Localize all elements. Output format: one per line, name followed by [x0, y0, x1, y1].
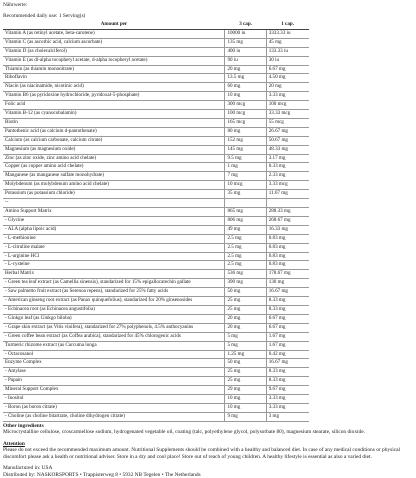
amount-1-cap-cell: 3333.33 iu: [266, 29, 309, 38]
table-row: [3, 145, 309, 154]
nutrient-name-cell: - Octacosanol: [3, 350, 225, 359]
amount-1-cap-cell: 3.17 mg: [266, 154, 309, 163]
amount-1-cap-cell: 0.42 mg: [266, 350, 309, 359]
amount-1-cap-cell: 130 mg: [266, 279, 309, 288]
nutrient-name-cell: - L-arginine HCl: [3, 252, 225, 261]
nutrient-name-cell: Calcium (as calcium carbonate, calcium citrate): [3, 136, 225, 145]
amount-1-cap-cell: 100 mcg: [266, 101, 309, 110]
amount-1-cap-cell: 3 mg: [266, 412, 309, 421]
amount-3-cap-cell: 9 mg: [225, 412, 266, 421]
amount-3-cap-cell: 25 mg: [225, 305, 266, 314]
amount-1-cap-cell: 268.67 mg: [266, 216, 309, 225]
amount-1-cap-cell: 16.33 mg: [266, 225, 309, 234]
amount-3-cap-cell: 50 mg: [225, 359, 266, 368]
table-row: [3, 136, 309, 145]
amount-1-cap-cell: 0.83 mg: [266, 252, 309, 261]
table-row: [3, 208, 309, 217]
nutrient-name-cell: Vitamin C (as ascorbic acid, calcium ascorbate): [3, 38, 225, 47]
table-row: [3, 163, 309, 172]
table-row: [3, 314, 309, 323]
table-row: [3, 288, 309, 297]
amount-1-cap-cell: 1.67 mg: [266, 332, 309, 341]
table-row: [3, 101, 309, 110]
table-row: [3, 74, 309, 83]
table-row: [3, 29, 309, 38]
table-row: [3, 199, 309, 208]
amount-1-cap-cell: 8.33 mg: [266, 305, 309, 314]
column-header-3-cap: 3 cap.: [225, 21, 266, 29]
nutrient-name-cell: - Green coffee bean extract (as Coffea arabica), standarized for 45% chlorogenic acids: [3, 332, 225, 341]
table-row: [3, 297, 309, 306]
table-row: [3, 279, 309, 288]
amount-3-cap-cell: 10 mg: [225, 403, 266, 412]
amount-3-cap-cell: 100 mcg: [225, 110, 266, 119]
amount-1-cap-cell: 3.33 mcg: [266, 181, 309, 190]
nutrient-name-cell: Thiamin (as thiamin mononitrate): [3, 65, 225, 74]
column-header-1-cap: 1 cap.: [266, 21, 309, 29]
amount-1-cap-cell: 0.83 mg: [266, 234, 309, 243]
nutrition-table: [3, 21, 309, 422]
table-row: [3, 225, 309, 234]
amount-1-cap-cell: 0.83 mg: [266, 261, 309, 270]
amount-1-cap-cell: 20 mg: [266, 83, 309, 92]
table-row: [3, 341, 309, 350]
table-row: [3, 83, 309, 92]
amount-3-cap-cell: 135 mg: [225, 38, 266, 47]
amount-1-cap-cell: 8.33 mg: [266, 297, 309, 306]
nutrient-name-cell: - L-cysteine: [3, 261, 225, 270]
nutrient-name-cell: Riboflavin: [3, 74, 225, 83]
table-header-row: [3, 21, 309, 29]
table-row: [3, 65, 309, 74]
amount-3-cap-cell: 10000 iu: [225, 29, 266, 38]
amount-1-cap-cell: 6.67 mg: [266, 65, 309, 74]
nutrient-name-cell: Vitamin E (as dl-alpha tocopheryl acetate, d-alpha tocopheryl acetate): [3, 56, 225, 65]
amount-3-cap-cell: 7 mg: [225, 172, 266, 181]
nutrient-name-cell: Vitamin B-12 (as cyanocobalamin): [3, 110, 225, 119]
table-row: [3, 368, 309, 377]
table-row: [3, 154, 309, 163]
amount-1-cap-cell: [266, 199, 309, 208]
page-title: Nährwerte:: [3, 2, 28, 8]
amount-3-cap-cell: 145 mg: [225, 145, 266, 154]
amount-3-cap-cell: 152 mg: [225, 136, 266, 145]
nutrient-name-cell: - Green tea leaf extract (as Camellia sinensis), standarized for 15% epigallocatechin gallate: [3, 279, 225, 288]
amount-1-cap-cell: 288.33 mg: [266, 208, 309, 217]
amount-3-cap-cell: 13.5 mg: [225, 74, 266, 83]
amount-3-cap-cell: 20 mg: [225, 65, 266, 74]
table-row: [3, 243, 309, 252]
table-row: [3, 181, 309, 190]
nutrient-name-cell: Magnesium (as magnesium oxide): [3, 145, 225, 154]
recommended-use: Recommended daily use: 1 Serving(s): [3, 13, 86, 20]
table-row: [3, 305, 309, 314]
table-row: [3, 386, 309, 395]
table-row: [3, 270, 309, 279]
nutrient-name-cell: Manganese (as manganese sulfate monohydrate): [3, 172, 225, 181]
amount-3-cap-cell: 80 mg: [225, 127, 266, 136]
table-row: [3, 234, 309, 243]
nutrient-name-cell: - Choline (as choline bitartrate, choline dihydrogen citrate): [3, 412, 225, 421]
nutrient-name-cell: Mineral Support Complex: [3, 386, 225, 395]
amount-3-cap-cell: 60 mg: [225, 83, 266, 92]
amount-3-cap-cell: 35 mg: [225, 190, 266, 199]
amount-1-cap-cell: 8.33 mg: [266, 377, 309, 386]
amount-3-cap-cell: [225, 199, 266, 208]
amount-3-cap-cell: 390 mg: [225, 279, 266, 288]
nutrition-table-body: [3, 29, 309, 421]
amount-3-cap-cell: 2.5 mg: [225, 243, 266, 252]
column-header-amount-per: Amount per: [3, 21, 225, 29]
table-row: [3, 172, 309, 181]
nutrient-name-cell: --: [3, 199, 225, 208]
nutrient-name-cell: - Inositol: [3, 395, 225, 404]
table-row: [3, 332, 309, 341]
amount-1-cap-cell: 50.67 mg: [266, 136, 309, 145]
amount-3-cap-cell: 536 mg: [225, 270, 266, 279]
distributed-by: Distributed by: NASKORSPORTS • Trappisterweg 8 • 5932 NB Tegelen • The Netherlands: [3, 471, 201, 478]
amount-1-cap-cell: 3.33 mg: [266, 92, 309, 101]
nutrient-name-cell: Herbal Matrix: [3, 270, 225, 279]
nutrient-name-cell: Vitamin B6 (as pyridoxine hydrochloride, pyridoxal-5-phosphate): [3, 92, 225, 101]
nutrient-name-cell: - L-citruline malate: [3, 243, 225, 252]
table-row: [3, 110, 309, 119]
nutrient-name-cell: - Echinacea root (as Echinacea angustifolia): [3, 305, 225, 314]
table-row: [3, 395, 309, 404]
nutrient-name-cell: - Ginkgo leaf (as Ginkgo biloba): [3, 314, 225, 323]
amount-3-cap-cell: 2.5 mg: [225, 261, 266, 270]
table-row: [3, 47, 309, 56]
amount-3-cap-cell: 10 mg: [225, 92, 266, 101]
amount-1-cap-cell: 2.33 mg: [266, 172, 309, 181]
table-row: [3, 350, 309, 359]
amount-1-cap-cell: 3.33 mg: [266, 403, 309, 412]
nutrient-name-cell: Enzyme Complex: [3, 359, 225, 368]
nutrient-name-cell: Niacin (as niacinamide, nicotinic acid): [3, 83, 225, 92]
amount-3-cap-cell: 25 mg: [225, 377, 266, 386]
amount-3-cap-cell: 865 mg: [225, 208, 266, 217]
nutrient-name-cell: - Glycine: [3, 216, 225, 225]
table-row: [3, 56, 309, 65]
nutrient-name-cell: - Amylase: [3, 368, 225, 377]
table-row: [3, 412, 309, 421]
amount-3-cap-cell: 9.5 mg: [225, 154, 266, 163]
nutrient-name-cell: - Boron (as boron citrate): [3, 403, 225, 412]
table-row: [3, 359, 309, 368]
table-row: [3, 216, 309, 225]
amount-1-cap-cell: 0.33 mg: [266, 163, 309, 172]
nutrient-name-cell: Folic acid: [3, 101, 225, 110]
amount-3-cap-cell: 165 mcg: [225, 118, 266, 127]
table-row: [3, 118, 309, 127]
amount-1-cap-cell: 6.67 mg: [266, 323, 309, 332]
amount-1-cap-cell: 4.50 mg: [266, 74, 309, 83]
amount-3-cap-cell: 2.5 mg: [225, 252, 266, 261]
nutrient-name-cell: - Grape skin extract (as Vitis vinifera), standarized for 27% polyphenols, 4.5% anthocyanins: [3, 323, 225, 332]
amount-1-cap-cell: 55 mcg: [266, 118, 309, 127]
table-row: [3, 190, 309, 199]
table-row: [3, 38, 309, 47]
amount-3-cap-cell: 20 mg: [225, 314, 266, 323]
amount-3-cap-cell: 2.5 mg: [225, 234, 266, 243]
amount-3-cap-cell: 5 mg: [225, 332, 266, 341]
amount-3-cap-cell: 20 mg: [225, 323, 266, 332]
other-ingredients-text: Microcrystalline cellulose, croscarmellose sodium, hydrogenated vegetable oil, coating (talc, polyethylene glycol, polysorbate 80), magnesium stearate, silicon dioxide.: [3, 429, 365, 436]
nutrient-name-cell: Vitamin D (as cholecalciferol): [3, 47, 225, 56]
nutrient-name-cell: Amino Support Matrix: [3, 208, 225, 217]
amount-1-cap-cell: 48.33 mg: [266, 145, 309, 154]
nutrient-name-cell: Pantothenic acid (as calcium d-pantothenate): [3, 127, 225, 136]
nutrient-name-cell: - L-methionine: [3, 234, 225, 243]
amount-3-cap-cell: 5 mg: [225, 341, 266, 350]
amount-1-cap-cell: 178.67 mg: [266, 270, 309, 279]
attention-text: Please do not exceed the recommended maximum amount. Nutritional Supplements should be combined with a healthy and balanced diet. In case of any medical conditions or physical discomfort please ask a health or nutritional adviser. Store in a dry and cool place! Store out of reach of young children. A healthy lifestyle is essential as also a varied diet.: [3, 447, 401, 460]
nutrient-name-cell: - ALA (alpha lipoic acid): [3, 225, 225, 234]
amount-3-cap-cell: 300 mcg: [225, 101, 266, 110]
amount-3-cap-cell: 90 iu: [225, 56, 266, 65]
nutrient-name-cell: - Saw palmetto fruit extract (as Serenoa repens), standarized for 25% fatty acids: [3, 288, 225, 297]
amount-3-cap-cell: 400 iu: [225, 47, 266, 56]
amount-3-cap-cell: 1.25 mg: [225, 350, 266, 359]
amount-1-cap-cell: 3.33 mg: [266, 395, 309, 404]
amount-1-cap-cell: 45 mg: [266, 38, 309, 47]
table-row: [3, 252, 309, 261]
amount-1-cap-cell: 16.67 mg: [266, 359, 309, 368]
amount-1-cap-cell: 30 iu: [266, 56, 309, 65]
nutrient-name-cell: Vitamin A (as retinyl acetate, beta-carotene): [3, 29, 225, 38]
amount-3-cap-cell: 25 mg: [225, 297, 266, 306]
amount-1-cap-cell: 16.67 mg: [266, 288, 309, 297]
amount-1-cap-cell: 33.33 mcg: [266, 110, 309, 119]
other-ingredients-heading: Other ingredients: [3, 422, 44, 429]
amount-1-cap-cell: 26.67 mg: [266, 127, 309, 136]
nutrient-name-cell: Copper (as copper amino acid chelate): [3, 163, 225, 172]
amount-1-cap-cell: 133.33 iu: [266, 47, 309, 56]
nutrient-name-cell: - Papain: [3, 377, 225, 386]
table-row: [3, 377, 309, 386]
amount-3-cap-cell: 50 mg: [225, 288, 266, 297]
nutrient-name-cell: Potassium (as potassium chloride): [3, 190, 225, 199]
table-row: [3, 127, 309, 136]
amount-3-cap-cell: 1 mg: [225, 163, 266, 172]
nutrient-name-cell: Biotin: [3, 118, 225, 127]
table-row: [3, 261, 309, 270]
nutrient-name-cell: Molybdenum (as molybdenum amino acid chelate): [3, 181, 225, 190]
amount-1-cap-cell: 6.67 mg: [266, 314, 309, 323]
manufactured-in: Manufactured in: USA: [3, 465, 53, 472]
amount-3-cap-cell: 49 mg: [225, 225, 266, 234]
amount-3-cap-cell: 10 mcg: [225, 181, 266, 190]
attention-heading: Attention: [3, 440, 25, 447]
amount-1-cap-cell: 1.67 mg: [266, 341, 309, 350]
amount-3-cap-cell: 25 mg: [225, 368, 266, 377]
nutrient-name-cell: - American ginseng root extract (as Panax quinquefolius), standarized for 20% ginsenosides: [3, 297, 225, 306]
table-row: [3, 92, 309, 101]
table-row: [3, 323, 309, 332]
nutrient-name-cell: Zinc (as zinc oxide, zinc amino acid chelate): [3, 154, 225, 163]
table-row: [3, 403, 309, 412]
amount-1-cap-cell: 11.67 mg: [266, 190, 309, 199]
amount-3-cap-cell: 29 mg: [225, 386, 266, 395]
amount-1-cap-cell: 8.33 mg: [266, 368, 309, 377]
nutrient-name-cell: Turmeric rhizome extract (as Curcuma longa: [3, 341, 225, 350]
amount-1-cap-cell: 0.83 mg: [266, 243, 309, 252]
amount-3-cap-cell: 10 mg: [225, 395, 266, 404]
amount-3-cap-cell: 806 mg: [225, 216, 266, 225]
amount-1-cap-cell: 9.67 mg: [266, 386, 309, 395]
